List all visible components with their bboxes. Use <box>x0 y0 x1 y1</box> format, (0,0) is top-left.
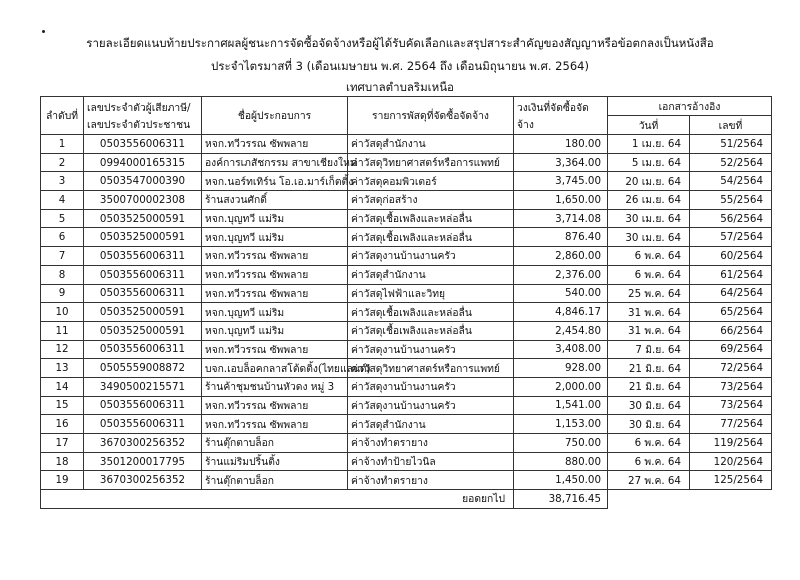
table-row <box>41 265 772 284</box>
item-description: ค่าวัสดุเชื้อเพลิงและหล่อลื่น <box>348 321 514 340</box>
ref-date: 31 พ.ค. 64 <box>608 321 690 340</box>
item-description: ค่าวัสดุงานบ้านงานครัว <box>348 396 514 415</box>
item-description: ค่าวัสดุวิทยาศาสตร์หรือการแพทย์ <box>348 153 514 172</box>
table-row <box>41 303 772 322</box>
vendor-name: องค์การเภสัชกรรม สาขาเชียงใหม่ <box>202 153 348 172</box>
row-no: 12 <box>41 340 84 359</box>
row-no: 5 <box>41 209 84 228</box>
table-row <box>41 377 772 396</box>
vendor-name: ร้านค้าชุมชนบ้านหัวดง หมู่ 3 <box>202 377 348 396</box>
ref-number: 73/2564 <box>690 377 772 396</box>
tax-id: 0503556006311 <box>84 340 202 359</box>
ref-number: 73/2564 <box>690 396 772 415</box>
item-description: ค่าวัสดุวิทยาศาสตร์หรือการแพทย์ <box>348 359 514 378</box>
ref-date: 30 มิ.ย. 64 <box>608 415 690 434</box>
item-description: ค่าวัสดุงานบ้านงานครัว <box>348 377 514 396</box>
amount: 3,745.00 <box>514 172 608 191</box>
item-description: ค่าวัสดุเชื้อเพลิงและหล่อลื่น <box>348 228 514 247</box>
vendor-name: ร้านตุ๊กตาบล็อก <box>202 471 348 490</box>
ref-number: 57/2564 <box>690 228 772 247</box>
ref-number: 61/2564 <box>690 265 772 284</box>
row-no: 18 <box>41 452 84 471</box>
ref-number: 60/2564 <box>690 247 772 266</box>
total-blank <box>41 490 84 509</box>
vendor-name: หจก.บุญทวี แม่ริม <box>202 228 348 247</box>
amount: 4,846.17 <box>514 303 608 322</box>
table-row <box>41 228 772 247</box>
total-empty-ref <box>690 490 772 509</box>
item-description: ค่าวัสดุงานบ้านงานครัว <box>348 247 514 266</box>
ref-number: 120/2564 <box>690 452 772 471</box>
row-no: 4 <box>41 191 84 210</box>
amount: 2,376.00 <box>514 265 608 284</box>
total-value: 38,716.45 <box>514 490 608 509</box>
row-no: 15 <box>41 396 84 415</box>
row-no: 11 <box>41 321 84 340</box>
ref-date: 6 พ.ค. 64 <box>608 247 690 266</box>
ref-number: 55/2564 <box>690 191 772 210</box>
header-no: ลำดับที่ <box>41 97 84 135</box>
item-description: ค่าจ้างทำตรายาง <box>348 434 514 453</box>
tax-id: 0503556006311 <box>84 247 202 266</box>
ref-date: 26 เม.ย. 64 <box>608 191 690 210</box>
vendor-name: ร้านแม่ริมปริ้นติ้ง <box>202 452 348 471</box>
header-tax-id-line1: เลขประจำตัวผู้เสียภาษี/ <box>87 101 191 114</box>
amount: 3,408.00 <box>514 340 608 359</box>
header-amount-line2: จ้าง <box>517 118 534 131</box>
amount: 928.00 <box>514 359 608 378</box>
table-row <box>41 434 772 453</box>
vendor-name: หจก.บุญทวี แม่ริม <box>202 303 348 322</box>
amount: 180.00 <box>514 135 608 154</box>
row-no: 3 <box>41 172 84 191</box>
total-row <box>41 490 772 509</box>
row-no: 10 <box>41 303 84 322</box>
amount: 540.00 <box>514 284 608 303</box>
tax-id: 0503556006311 <box>84 265 202 284</box>
item-description: ค่าจ้างทำป้ายไวนิล <box>348 452 514 471</box>
amount: 876.40 <box>514 228 608 247</box>
amount: 750.00 <box>514 434 608 453</box>
amount: 2,000.00 <box>514 377 608 396</box>
table-row <box>41 172 772 191</box>
row-no: 8 <box>41 265 84 284</box>
table-row <box>41 321 772 340</box>
header-amount <box>514 97 608 135</box>
amount: 3,714.08 <box>514 209 608 228</box>
item-description: ค่าวัสดุสำนักงาน <box>348 135 514 154</box>
item-description: ค่าวัสดุสำนักงาน <box>348 415 514 434</box>
amount: 1,153.00 <box>514 415 608 434</box>
table-row <box>41 191 772 210</box>
header-ref-doc: เอกสารอ้างอิง <box>608 97 772 116</box>
row-no: 9 <box>41 284 84 303</box>
tax-id: 0503547000390 <box>84 172 202 191</box>
amount: 2,454.80 <box>514 321 608 340</box>
document-title: รายละเอียดแนบท้ายประกาศผลผู้ชนะการจัดซื้อจัดจ้างหรือผู้ได้รับคัดเลือกและสรุปสาระสำคัญของสัญญาหรือข้อตกลงเป็นหนังสือ <box>86 36 714 50</box>
ref-number: 65/2564 <box>690 303 772 322</box>
vendor-name: หจก.บุญทวี แม่ริม <box>202 209 348 228</box>
vendor-name: หจก.ทวีวรรณ ซัพพลาย <box>202 340 348 359</box>
tax-id: 0503525000591 <box>84 209 202 228</box>
item-description: ค่าวัสดุคอมพิวเตอร์ <box>348 172 514 191</box>
ref-number: 66/2564 <box>690 321 772 340</box>
amount: 2,860.00 <box>514 247 608 266</box>
tax-id: 3670300256352 <box>84 471 202 490</box>
ref-date: 25 พ.ค. 64 <box>608 284 690 303</box>
table-row <box>41 396 772 415</box>
vendor-name: หจก.ทวีวรรณ ซัพพลาย <box>202 265 348 284</box>
row-no: 16 <box>41 415 84 434</box>
ref-date: 6 พ.ค. 64 <box>608 434 690 453</box>
table-row <box>41 359 772 378</box>
item-description: ค่าวัสดุเชื้อเพลิงและหล่อลื่น <box>348 209 514 228</box>
tax-id: 0503556006311 <box>84 396 202 415</box>
tax-id: 3501200017795 <box>84 452 202 471</box>
item-description: ค่าวัสดุก่อสร้าง <box>348 191 514 210</box>
ref-date: 31 พ.ค. 64 <box>608 303 690 322</box>
tax-id: 0994000165315 <box>84 153 202 172</box>
ref-number: 52/2564 <box>690 153 772 172</box>
table-row <box>41 340 772 359</box>
tax-id: 3490500215571 <box>84 377 202 396</box>
vendor-name: ร้านสงวนศักดิ์ <box>202 191 348 210</box>
ref-number: 51/2564 <box>690 135 772 154</box>
total-empty-date <box>608 490 690 509</box>
table-row <box>41 209 772 228</box>
vendor-name: หจก.ทวีวรรณ ซัพพลาย <box>202 247 348 266</box>
tax-id: 0505559008872 <box>84 359 202 378</box>
ref-number: 72/2564 <box>690 359 772 378</box>
organization-name: เทศบาลตำบลริมเหนือ <box>346 80 454 94</box>
row-no: 14 <box>41 377 84 396</box>
row-no: 6 <box>41 228 84 247</box>
table-row <box>41 247 772 266</box>
table-header-row <box>41 97 772 116</box>
ref-date: 5 เม.ย. 64 <box>608 153 690 172</box>
vendor-name: ร้านตุ๊กตาบล็อก <box>202 434 348 453</box>
vendor-name: บจก.เอบล็อคกลาสโต้ดติ้ง(ไทยแลนด์) <box>202 359 348 378</box>
item-description: ค่าวัสดุไฟฟ้าและวิทยุ <box>348 284 514 303</box>
item-description: ค่าจ้างทำตรายาง <box>348 471 514 490</box>
ref-date: 30 เม.ย. 64 <box>608 209 690 228</box>
header-tax-id <box>84 97 202 135</box>
table-row <box>41 415 772 434</box>
ref-number: 56/2564 <box>690 209 772 228</box>
item-description: ค่าวัสดุสำนักงาน <box>348 265 514 284</box>
row-no: 19 <box>41 471 84 490</box>
ref-number: 119/2564 <box>690 434 772 453</box>
header-vendor: ชื่อผู้ประกอบการ <box>202 97 348 135</box>
header-date: วันที่ <box>608 116 690 135</box>
table-row <box>41 284 772 303</box>
vendor-name: หจก.บุญทวี แม่ริม <box>202 321 348 340</box>
ref-number: 77/2564 <box>690 415 772 434</box>
tax-id: 0503556006311 <box>84 415 202 434</box>
total-label: ยอดยกไป <box>84 490 514 509</box>
header-amount-line1: วงเงินที่จัดซื้อจัด <box>517 101 589 114</box>
tax-id: 0503525000591 <box>84 303 202 322</box>
ref-date: 21 มิ.ย. 64 <box>608 359 690 378</box>
row-no: 1 <box>41 135 84 154</box>
amount: 3,364.00 <box>514 153 608 172</box>
ref-number: 125/2564 <box>690 471 772 490</box>
tax-id: 0503556006311 <box>84 135 202 154</box>
header-number: เลขที่ <box>690 116 772 135</box>
table-row <box>41 135 772 154</box>
ref-date: 20 เม.ย. 64 <box>608 172 690 191</box>
amount: 880.00 <box>514 452 608 471</box>
amount: 1,650.00 <box>514 191 608 210</box>
tax-id: 3500700002308 <box>84 191 202 210</box>
vendor-name: หจก.นอร์ทเทิร์น โอ.เอ.มาร์เก็ตติ้ง <box>202 172 348 191</box>
table-row <box>41 153 772 172</box>
tax-id: 0503525000591 <box>84 228 202 247</box>
ref-date: 30 เม.ย. 64 <box>608 228 690 247</box>
ref-date: 27 พ.ค. 64 <box>608 471 690 490</box>
vendor-name: หจก.ทวีวรรณ ซัพพลาย <box>202 135 348 154</box>
ref-date: 1 เม.ย. 64 <box>608 135 690 154</box>
header-item: รายการพัสดุที่จัดซื้อจัดจ้าง <box>348 97 514 135</box>
ref-number: 64/2564 <box>690 284 772 303</box>
ref-date: 6 พ.ค. 64 <box>608 452 690 471</box>
row-no: 2 <box>41 153 84 172</box>
amount: 1,541.00 <box>514 396 608 415</box>
ref-date: 30 มิ.ย. 64 <box>608 396 690 415</box>
tax-id: 0503556006311 <box>84 284 202 303</box>
vendor-name: หจก.ทวีวรรณ ซัพพลาย <box>202 396 348 415</box>
header-tax-id-line2: เลขประจำตัวประชาชน <box>87 118 191 131</box>
item-description: ค่าวัสดุเชื้อเพลิงและหล่อลื่น <box>348 303 514 322</box>
tax-id: 3670300256352 <box>84 434 202 453</box>
row-no: 17 <box>41 434 84 453</box>
row-no: 7 <box>41 247 84 266</box>
ref-date: 7 มิ.ย. 64 <box>608 340 690 359</box>
item-description: ค่าวัสดุงานบ้านงานครัว <box>348 340 514 359</box>
quarter-subtitle: ประจำไตรมาสที่ 3 (เดือนเมษายน พ.ศ. 2564 ถึง เดือนมิถุนายน พ.ศ. 2564) <box>211 59 589 73</box>
vendor-name: หจก.ทวีวรรณ ซัพพลาย <box>202 415 348 434</box>
tax-id: 0503525000591 <box>84 321 202 340</box>
vendor-name: หจก.ทวีวรรณ ซัพพลาย <box>202 284 348 303</box>
row-no: 13 <box>41 359 84 378</box>
ref-date: 21 มิ.ย. 64 <box>608 377 690 396</box>
table-row <box>41 471 772 490</box>
ref-date: 6 พ.ค. 64 <box>608 265 690 284</box>
procurement-table <box>40 96 772 509</box>
ref-number: 54/2564 <box>690 172 772 191</box>
ref-number: 69/2564 <box>690 340 772 359</box>
amount: 1,450.00 <box>514 471 608 490</box>
table-row <box>41 452 772 471</box>
stray-dot-mark <box>42 30 45 33</box>
